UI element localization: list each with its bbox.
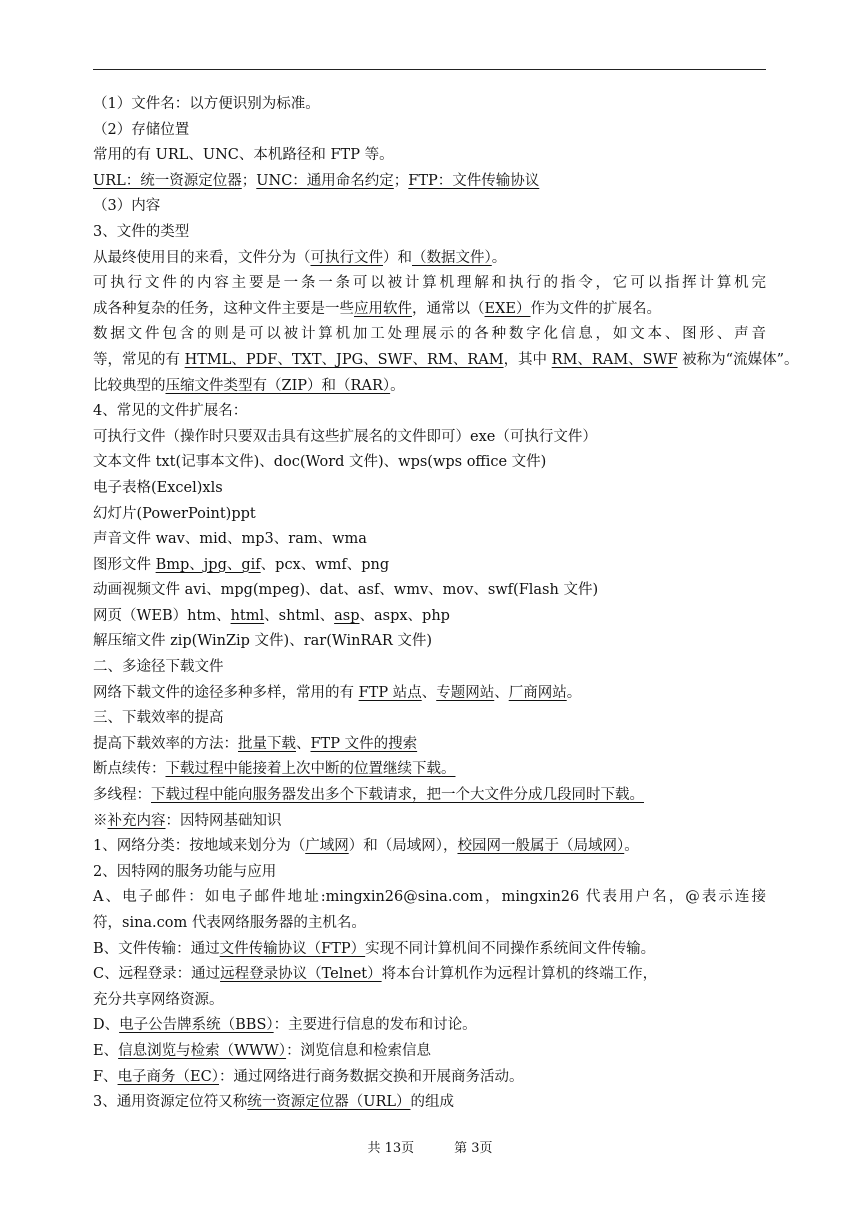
underlined-text: 电子公告牌系统（BBS） — [119, 1017, 274, 1034]
text-line — [93, 911, 766, 937]
text-line — [93, 527, 766, 553]
text-line — [93, 937, 766, 963]
text-line — [93, 604, 766, 630]
text-line — [93, 450, 766, 476]
text-segment: 可执行文件的内容主要是一条一条可以被计算机理解和执行的指令，它可以指挥计算机完 — [93, 275, 766, 292]
text-segment: 。 — [491, 249, 507, 266]
text-segment: D、 — [93, 1017, 120, 1034]
text-segment: ）和（局域网）， — [348, 838, 458, 855]
underlined-text: 补充内容 — [107, 812, 166, 829]
underlined-text: 厂商网站 — [508, 684, 567, 701]
text-line — [93, 553, 766, 579]
text-segment: ； — [393, 172, 409, 189]
text-line — [93, 118, 766, 144]
text-segment: 数据文件包含的则是可以被计算机加工处理展示的各种数字化信息，如文本、图形、声音 — [93, 326, 766, 343]
text-segment: ：主要进行信息的发布和讨论。 — [273, 1017, 477, 1034]
text-segment: 的组成 — [410, 1094, 455, 1111]
underlined-text: 文件传输协议（FTP） — [219, 940, 366, 957]
underlined-text: 远程登录协议（Telnet） — [220, 966, 382, 983]
text-segment: 从最终使用目的来看，文件分为（ — [93, 249, 311, 266]
text-line — [93, 681, 766, 707]
text-segment: 充分共享网络资源。 — [93, 991, 224, 1008]
text-segment: 电子表格(Excel)xls — [93, 479, 223, 496]
text-segment: 。 — [566, 684, 582, 701]
text-segment: 解压缩文件 zip(WinZip 文件)、rar(WinRAR 文件) — [93, 633, 433, 650]
text-line — [93, 348, 799, 374]
underlined-text: 电子商务（EC） — [117, 1068, 219, 1085]
text-segment: ：因特网基础知识 — [165, 812, 282, 829]
text-segment: ：浏览信息和检索信息 — [286, 1042, 432, 1059]
text-segment: 三、下载效率的提高 — [93, 710, 224, 727]
text-segment: 网页（WEB）htm、 — [93, 607, 231, 624]
text-segment: 声音文件 wav、mid、mp3、ram、wma — [93, 531, 367, 548]
text-segment: 动画视频文件 avi、mpg(mpeg)、dat、asf、wmv、mov、swf(Flash 文件) — [93, 582, 599, 599]
text-line — [93, 809, 766, 835]
current-page: 第 3页 — [454, 1141, 493, 1156]
text-segment: 、 — [494, 684, 509, 701]
text-segment: 、 — [421, 684, 437, 701]
text-line — [93, 399, 766, 425]
text-segment: ：通过网络进行商务数据交换和开展商务活动。 — [219, 1068, 524, 1085]
text-line — [93, 322, 766, 348]
text-segment: 。 — [624, 838, 639, 855]
underlined-text: HTML、PDF、TXT、JPG、SWF、RM、RAM — [184, 351, 504, 368]
text-segment: C、远程登录：通过 — [93, 966, 221, 983]
text-segment: 多线程： — [93, 787, 151, 804]
underlined-text: EXE） — [484, 300, 531, 317]
text-line — [93, 1039, 766, 1065]
text-segment: 。 — [390, 377, 405, 394]
text-segment: 符，sina.com 代表网络服务器的主机名。 — [93, 915, 366, 931]
underlined-text: URL：统一资源定位器 — [93, 172, 242, 189]
text-segment: 常用的有 URL、UNC、本机路径和 FTP 等。 — [93, 147, 394, 164]
text-segment: 作为文件的扩展名。 — [530, 300, 661, 317]
text-segment: E、 — [93, 1042, 119, 1059]
text-segment: 幻灯片(PowerPoint)ppt — [93, 505, 256, 522]
underlined-text: 校园网一般属于（局域网） — [457, 838, 625, 855]
underlined-text: 应用软件 — [354, 300, 412, 317]
text-segment: （3）内容 — [93, 198, 161, 215]
underlined-text: 下载过程中能向服务器发出多个下载请求，把一个大文件分成几段同时下载。 — [151, 787, 644, 804]
text-segment: 断点续传： — [93, 761, 166, 778]
underlined-text: 压缩文件类型有（ZIP）和（RAR） — [165, 377, 391, 394]
underlined-text: 统一资源定位器（URL） — [247, 1094, 411, 1111]
text-segment: 网络下载文件的途径多种多样，常用的有 — [93, 684, 359, 701]
text-line — [93, 1090, 766, 1116]
text-segment: ； — [241, 172, 257, 189]
text-segment: B、文件传输：通过 — [93, 940, 220, 957]
total-pages: 共 13页 — [367, 1141, 415, 1156]
text-line — [93, 92, 766, 118]
underlined-text: asp — [334, 607, 360, 624]
text-segment: ，其中 — [503, 351, 552, 368]
text-line — [93, 732, 766, 758]
text-segment: 等，常见的有 — [93, 351, 185, 368]
text-line — [93, 374, 766, 400]
text-segment: 可执行文件（操作时只要双击具有这些扩展名的文件即可）exe（可执行文件） — [93, 428, 597, 445]
underlined-text: UNC：通用命名约定 — [256, 172, 394, 189]
text-segment: 成各种复杂的任务，这种文件主要是一些 — [93, 300, 354, 317]
text-segment: 3、文件的类型 — [93, 223, 190, 240]
text-line — [93, 962, 766, 988]
text-line — [93, 860, 766, 886]
text-line — [93, 297, 766, 323]
text-line — [93, 502, 766, 528]
text-segment: ※ — [93, 812, 108, 829]
text-segment: 将本台计算机作为远程计算机的终端工作， — [381, 966, 658, 983]
underlined-text: Bmp、jpg、gif — [155, 556, 261, 573]
text-segment: （1）文件名：以方便识别为标准。 — [93, 96, 320, 112]
text-segment: 、pcx、wmf、png — [260, 556, 390, 573]
underlined-text: （数据文件） — [412, 249, 492, 266]
text-segment: ，通常以（ — [412, 300, 485, 317]
text-segment: 实现不同计算机间不同操作系统间文件传输。 — [365, 940, 656, 957]
text-line — [93, 246, 766, 272]
text-segment: F、 — [93, 1068, 118, 1085]
header-rule — [93, 69, 766, 70]
underlined-text: 广域网 — [305, 838, 349, 855]
underlined-text: RM、RAM、SWF — [551, 351, 678, 368]
text-line — [93, 757, 766, 783]
text-segment: 2、因特网的服务功能与应用 — [93, 863, 277, 880]
text-line — [93, 629, 766, 655]
text-line — [93, 194, 766, 220]
text-line — [93, 655, 766, 681]
underlined-text: 可执行文件 — [310, 249, 383, 266]
text-line — [93, 1013, 766, 1039]
underlined-text: FTP 文件的搜索 — [310, 735, 418, 752]
underlined-text: 批量下载 — [238, 735, 296, 752]
text-line — [93, 220, 766, 246]
underlined-text: 信息浏览与检索（WWW） — [118, 1042, 287, 1059]
text-line — [93, 143, 766, 169]
underlined-text: 下载过程中能接着上次中断的位置继续下载。 — [165, 761, 456, 778]
text-segment: 4、常见的文件扩展名： — [93, 403, 248, 420]
text-segment: A、电子邮件：如电子邮件地址:mingxin26@sina.com，mingxin26 代表用户名，@表示连接 — [93, 889, 766, 906]
underlined-text: FTP 站点 — [358, 684, 422, 701]
text-line — [93, 271, 766, 297]
page-footer — [0, 1137, 860, 1156]
text-line — [93, 988, 766, 1014]
text-line — [93, 706, 766, 732]
text-segment: 、shtml、 — [264, 607, 335, 624]
text-segment: （2）存储位置 — [93, 121, 190, 138]
text-segment: 比较典型的 — [93, 377, 166, 394]
text-line — [93, 476, 766, 502]
text-segment: 、 — [296, 735, 311, 752]
text-segment: ）和 — [383, 249, 412, 266]
text-line — [93, 834, 766, 860]
text-segment: 二、多途径下载文件 — [93, 659, 224, 676]
document-body — [93, 92, 799, 1116]
text-line — [93, 578, 766, 604]
text-segment: 被称为“流媒体”。 — [677, 351, 799, 368]
text-segment: 图形文件 — [93, 556, 156, 573]
text-segment: 1、网络分类：按地域来划分为（ — [93, 838, 306, 855]
underlined-text: FTP：文件传输协议 — [408, 172, 540, 189]
text-segment: 文本文件 txt(记事本文件)、doc(Word 文件)、wps(wps office 文件) — [93, 454, 547, 471]
underlined-text: html — [230, 607, 265, 624]
text-segment: 3、通用资源定位符又称 — [93, 1094, 248, 1111]
text-line — [93, 1065, 766, 1091]
text-line — [93, 885, 766, 911]
text-line — [93, 783, 766, 809]
text-segment: 提高下载效率的方法： — [93, 735, 238, 752]
text-segment: 、aspx、php — [359, 607, 450, 624]
text-line — [93, 425, 766, 451]
text-line — [93, 169, 766, 195]
underlined-text: 专题网站 — [436, 684, 495, 701]
